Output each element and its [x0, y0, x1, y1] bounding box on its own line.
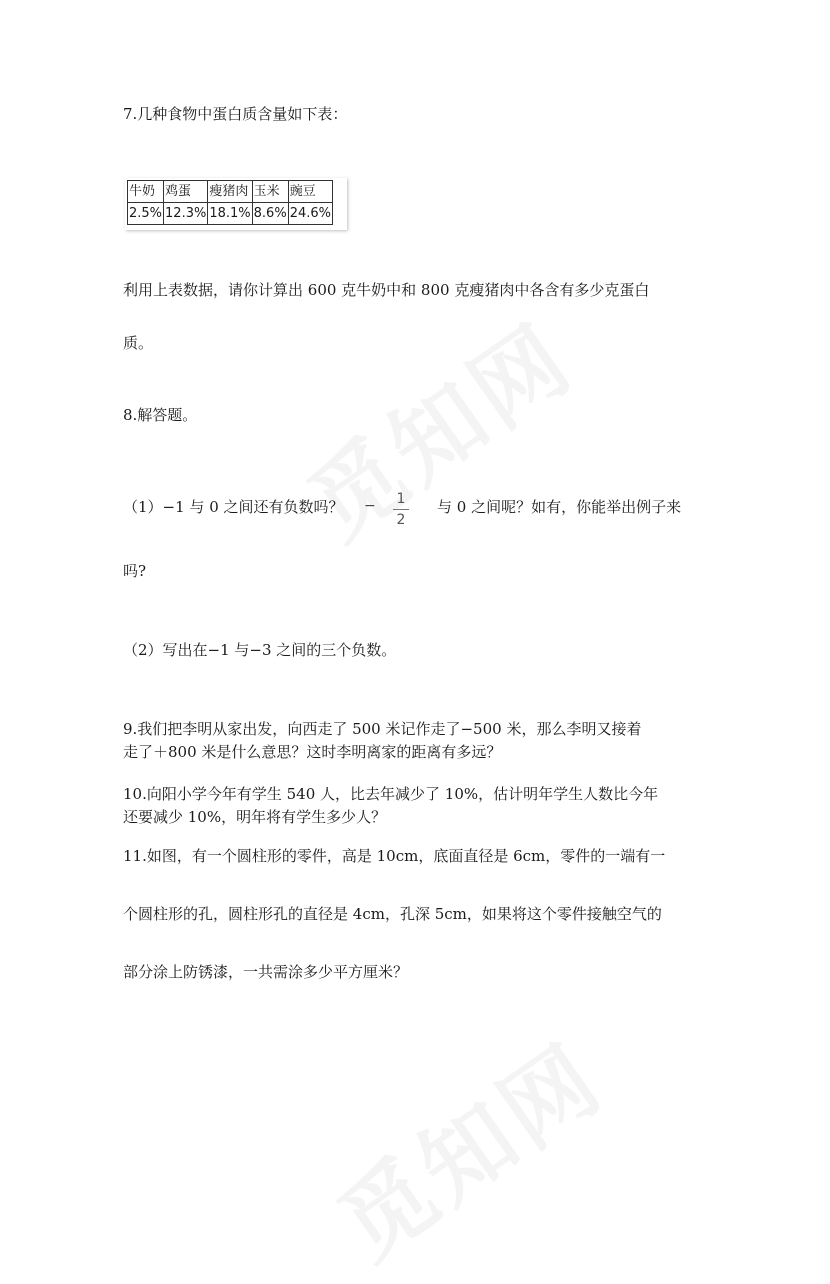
table-row: [128, 203, 333, 225]
table-header-cell: 牛奶: [128, 181, 164, 203]
q7-title: 7.几种食物中蛋白质含量如下表：: [123, 105, 348, 123]
q8-part1-before: （1）−1 与 0 之间还有负数吗？: [123, 498, 344, 516]
table-cell: 8.6%: [252, 203, 288, 225]
protein-table: [127, 180, 333, 225]
fraction-numerator: 1: [396, 491, 406, 507]
watermark-bottom: [309, 1008, 626, 1284]
fraction-bar: [393, 509, 409, 510]
q7-text-line1: 利用上表数据，请你计算出 600 克牛奶中和 800 克瘦猪肉中各含有多少克蛋白: [123, 281, 650, 299]
table-header-row: [128, 181, 333, 203]
q11-line2: 个圆柱形的孔，圆柱形孔的直径是 4cm，孔深 5cm，如果将这个零件接触空气的: [123, 905, 662, 923]
table-cell: 12.3%: [164, 203, 208, 225]
fraction-denominator: 2: [396, 512, 406, 528]
table-header-cell: 玉米: [252, 181, 288, 203]
q10-line1: 10.向阳小学今年有学生 540 人，比去年减少了 10%，估计明年学生人数比今年: [123, 785, 659, 803]
q8-part2: （2）写出在−1 与−3 之间的三个负数。: [123, 641, 397, 659]
q9-line1: 9.我们把李明从家出发，向西走了 500 米记作走了−500 米，那么李明又接着: [123, 720, 642, 738]
q9-line2: 走了＋800 米是什么意思？这时李明离家的距离有多远？: [123, 743, 502, 761]
table-cell: 18.1%: [208, 203, 252, 225]
q11-line3: 部分涂上防锈漆，一共需涂多少平方厘米？: [123, 963, 409, 981]
q11-line1: 11.如图，有一个圆柱形的零件，高是 10cm，底面直径是 6cm，零件的一端有一: [123, 847, 666, 865]
fraction-one-half: [391, 491, 411, 528]
protein-table-image: [125, 178, 347, 230]
table-header-cell: 瘦猪肉: [208, 181, 252, 203]
q8-part1-line2: 吗?: [123, 562, 147, 580]
q8-title: 8.解答题。: [123, 406, 198, 424]
q7-text-line2: 质。: [123, 334, 154, 352]
watermark: [279, 288, 596, 565]
table-cell: 24.6%: [288, 203, 332, 225]
q10-line2: 还要减少 10%，明年将有学生多少人？: [123, 808, 387, 826]
fraction-minus-sign: −: [364, 498, 376, 514]
table-header-cell: 豌豆: [288, 181, 332, 203]
table-header-cell: 鸡蛋: [164, 181, 208, 203]
q8-part1-after: 与 0 之间呢？如有，你能举出例子来: [437, 498, 682, 516]
table-cell: 2.5%: [128, 203, 164, 225]
